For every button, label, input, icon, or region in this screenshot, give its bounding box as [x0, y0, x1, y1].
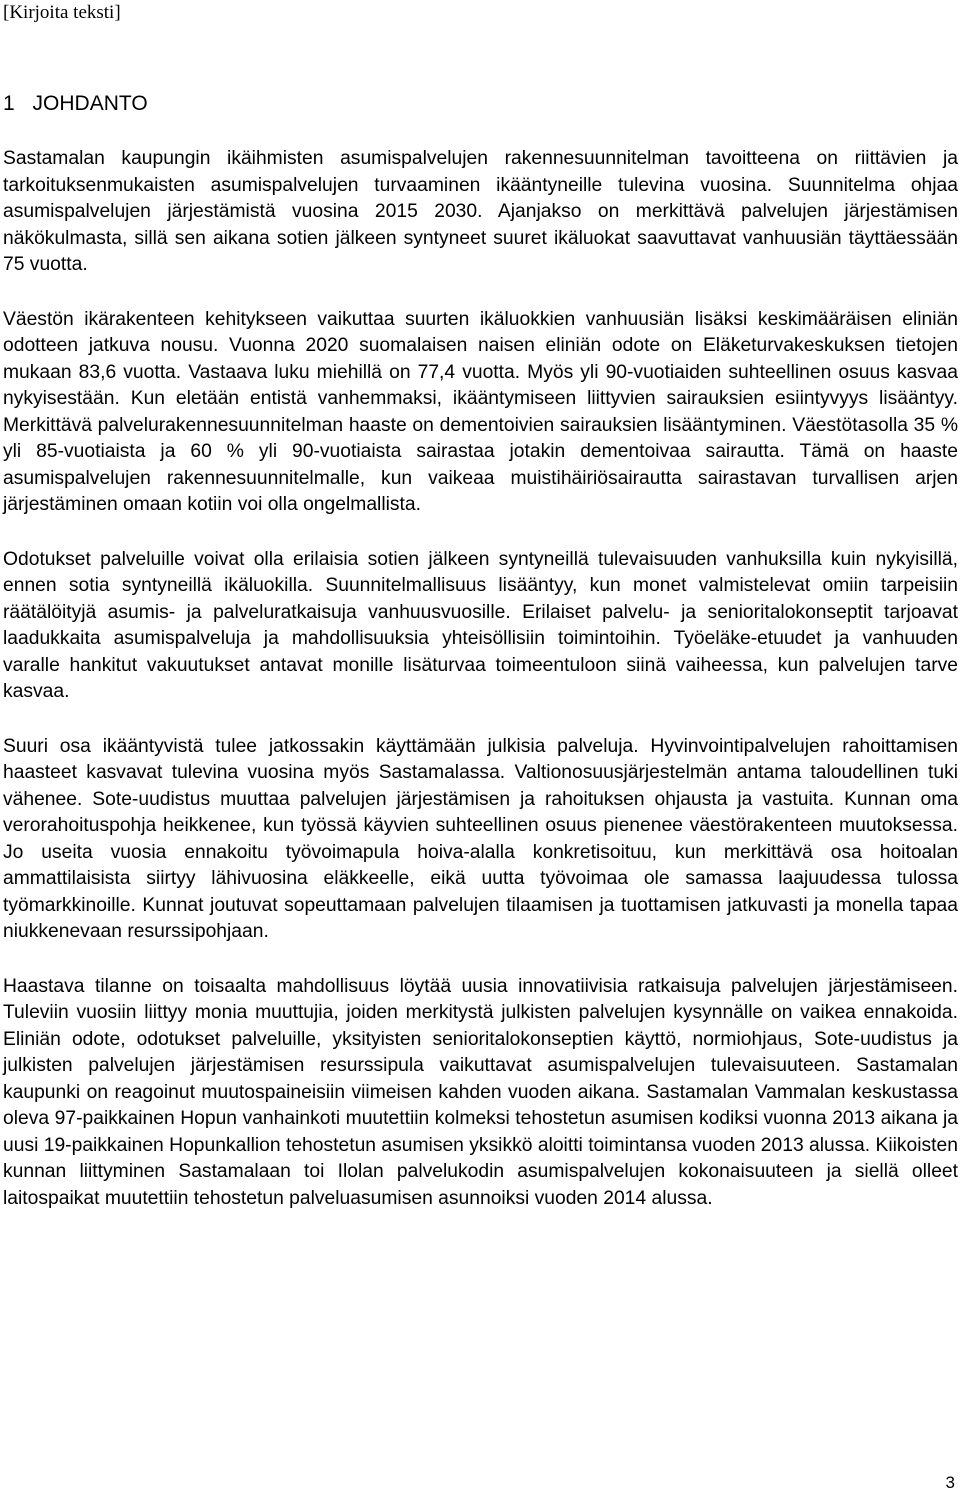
section-heading: [3, 91, 958, 117]
paragraph-2: Väestön ikärakenteen kehitykseen vaikuttaa suurten ikäluokkien vanhuusiän lisäksi keskimääräisen eliniän odotteen jatkuva nousu. Vuonna 2020 suomalaisen naisen eliniän odote on Eläketurvakeskuksen tietojen mukaan 83,6 vuotta. Vastaava luku miehillä on 77,4 vuotta. Myös yli 90-vuotiaiden suhteellinen osuus kasvaa nykyisestään. Kun eletään entistä vanhemmaksi, ikääntymiseen liittyvien sairauksien esiintyvyys lisääntyy. Merkittävä palvelurakennesuunnitelman haaste on dementoivien sairauksien lisääntyminen. Väestötasolla 35 % yli 85-vuotiaista ja 60 % yli 90-vuotiaista sairastaa jotakin dementoivaa sairautta. Tämä on haaste asumispalvelujen rakennesuunnitelmalle, kun vaikeaa muistihäiriösairautta sairastavan turvallisen arjen järjestäminen omaan kotiin voi olla ongelmallista.: [3, 308, 958, 515]
section-number: 1: [3, 92, 15, 115]
paragraph-5: Haastava tilanne on toisaalta mahdollisuus löytää uusia innovatiivisia ratkaisuja palvelujen järjestämiseen. Tuleviin vuosiin liittyy monia muuttujia, joiden merkitystä julkisten palvelujen kysynnälle on vaikea ennakoida. Eliniän odote, odotukset palveluille, yksityisten senioritalokonseptien käyttö, normiohjaus, Sote-uudistus ja julkisten palvelujen järjestämisen resurssipula vaikuttavat asumispalvelujen tulevaisuuteen. Sastamalan kaupunki on reagoinut muutospaineisiin viimeisen kahden vuoden aikana. Sastamalan Vammalan keskustassa oleva 97-paikkainen Hopun vanhainkoti muutettiin kolmeksi tehostetun asumisen kodiksi vuonna 2013 aikana ja uusi 19-paikkainen Hopunkallion tehostetun asumisen yksikkö aloitti toimintansa vuoden 2013 alussa. Kiikoisten kunnan liittyminen Sastamalaan toi Ilolan palvelukodin asumispalvelujen kokonaisuuteen ja siellä olleet laitospaikat muutettiin tehostetun palveluasumisen asunnoiksi vuoden 2014 alussa.: [3, 975, 958, 1209]
paragraph-4: Suuri osa ikääntyvistä tulee jatkossakin käyttämään julkisia palveluja. Hyvinvointipalvelujen rahoittamisen haasteet kasvavat tulevina vuosina myös Sastamalassa. Valtionosuusjärjestelmän antama taloudellinen tuki vähenee. Sote-uudistus muuttaa palvelujen järjestämisen ja rahoituksen ohjausta ja vastuita. Kunnan oma verorahoituspohja heikkenee, kun työssä käyvien suhteellinen osuus pienenee väestörakenteen muutoksessa. Jo useita vuosia ennakoitu työvoimapula hoiva-alalla konkretisoituu, kun merkittävä osa hoitoalan ammattilaisista siirtyy lähivuosina eläkkeelle, eikä uutta työvoimaa ole samassa laajuudessa tulossa työmarkkinoille. Kunnat joutuvat sopeuttamaan palvelujen tilaamisen ja tuottamisen jatkuvasti ja monella tapaa niukkenevaan resurssipohjaan.: [3, 735, 958, 942]
document-body: [3, 91, 958, 1240]
paragraph-1: Sastamalan kaupungin ikäihmisten asumispalvelujen rakennesuunnitelman tavoitteena on riittävien ja tarkoituksenmukaisten asumispalvelujen turvaaminen ikääntyneille tulevina vuosina. Suunnitelma ohjaa asumispalvelujen järjestämistä vuosina 2015 2030. Ajanjakso on merkittävä palvelujen järjestämisen näkökulmasta, sillä sen aikana sotien jälkeen syntyneet suuret ikäluokat saavuttavat vanhuusiän täyttäessään 75 vuotta.: [3, 148, 958, 275]
header-placeholder: [Kirjoita teksti]: [3, 2, 121, 23]
section-title: JOHDANTO: [32, 92, 148, 115]
paragraph-3: Odotukset palveluille voivat olla erilaisia sotien jälkeen syntyneillä tulevaisuuden vanhuksilla kuin nykyisillä, ennen sotia syntyneillä ikäluokilla. Suunnitelmallisuus lisääntyy, kun monet valmistelevat omiin tarpeisiin räätälöityjä asumis- ja palveluratkaisuja vanhuusvuosille. Erilaiset palvelu- ja senioritalokonseptit tarjoavat laadukkaita asumispalveluja ja mahdollisuuksia yhteisöllisiin toimintoihin. Työeläke-etuudet ja vanhuuden varalle hankitut vakuutukset antavat monille lisäturvaa toimeentuloon siinä vaiheessa, kun palvelujen tarve kasvaa.: [3, 548, 958, 702]
page-number: 3: [945, 1473, 955, 1492]
